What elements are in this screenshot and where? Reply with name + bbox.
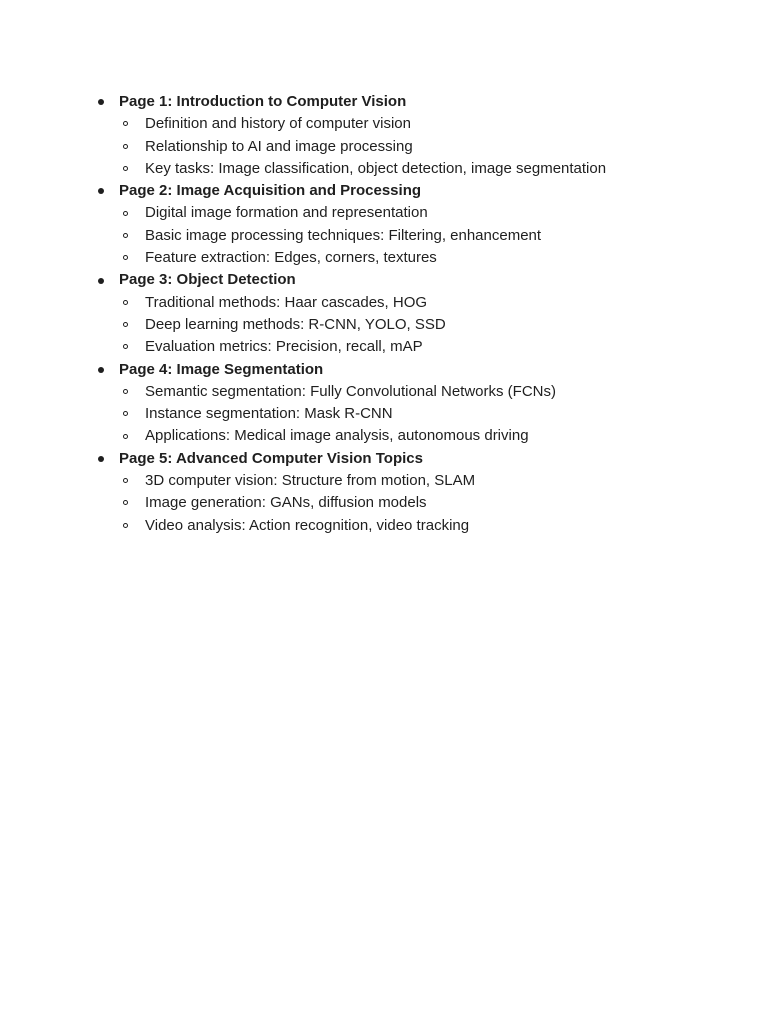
list-item-text: Digital image formation and representation (145, 204, 428, 222)
hollow-bullet-icon (123, 322, 128, 327)
list-item (94, 225, 734, 247)
hollow-bullet-icon (123, 233, 128, 238)
list-item-text: Key tasks: Image classification, object detection, image segmentation (145, 159, 607, 177)
section-heading (94, 91, 734, 113)
list-item-text: Relationship to AI and image processing (145, 137, 413, 155)
filled-bullet-icon (98, 367, 104, 373)
outline-section (94, 269, 734, 358)
list-item (94, 381, 734, 403)
outline-section (94, 180, 734, 269)
section-items (94, 381, 734, 448)
list-item-text: Deep learning methods: R-CNN, YOLO, SSD (145, 315, 446, 333)
list-item-text: Traditional methods: Haar cascades, HOG (145, 293, 428, 311)
hollow-bullet-icon (123, 144, 128, 149)
hollow-bullet-icon (123, 211, 128, 216)
outline-section (94, 359, 734, 448)
filled-bullet-icon (98, 99, 104, 105)
list-item (94, 492, 734, 514)
filled-bullet-icon (98, 278, 104, 284)
section-title: Page 4: Image Segmentation (119, 360, 324, 378)
list-item-text: Semantic segmentation: Fully Convolutional Networks (FCNs) (145, 382, 556, 400)
list-item-text: Video analysis: Action recognition, video tracking (145, 516, 470, 534)
outline-list (94, 91, 734, 537)
list-item-text: Basic image processing techniques: Filtering, enhancement (145, 226, 542, 244)
list-item (94, 113, 734, 135)
list-item (94, 470, 734, 492)
hollow-bullet-icon (123, 166, 128, 171)
section-title: Page 3: Object Detection (119, 271, 296, 289)
section-title: Page 5: Advanced Computer Vision Topics (119, 449, 423, 467)
section-heading (94, 269, 734, 291)
hollow-bullet-icon (123, 478, 128, 483)
hollow-bullet-icon (123, 523, 128, 528)
section-items (94, 292, 734, 359)
section-title: Page 1: Introduction to Computer Vision (119, 93, 407, 110)
section-heading (94, 359, 734, 381)
list-item-text: Definition and history of computer vision (145, 115, 411, 133)
filled-bullet-icon (98, 456, 104, 462)
section-items (94, 202, 734, 269)
section-title: Page 2: Image Acquisition and Processing (119, 182, 422, 200)
list-item (94, 425, 734, 447)
hollow-bullet-icon (123, 434, 128, 439)
list-item-text: Feature extraction: Edges, corners, textures (145, 249, 437, 267)
list-item-text: Instance segmentation: Mask R-CNN (145, 405, 393, 423)
list-item (94, 403, 734, 425)
filled-bullet-icon (98, 188, 104, 194)
list-item (94, 247, 734, 269)
hollow-bullet-icon (123, 300, 128, 305)
list-item-text: Image generation: GANs, diffusion models (145, 494, 427, 512)
hollow-bullet-icon (123, 389, 128, 394)
list-item (94, 136, 734, 158)
section-heading (94, 180, 734, 202)
list-item (94, 158, 734, 180)
list-item-text: Applications: Medical image analysis, autonomous driving (145, 427, 529, 445)
section-heading (94, 448, 734, 470)
section-items (94, 113, 734, 180)
hollow-bullet-icon (123, 500, 128, 505)
hollow-bullet-icon (123, 344, 128, 349)
list-item (94, 202, 734, 224)
list-item (94, 515, 734, 537)
hollow-bullet-icon (123, 255, 128, 260)
list-item-text: 3D computer vision: Structure from motion, SLAM (145, 472, 476, 490)
list-item (94, 336, 734, 358)
list-item (94, 292, 734, 314)
hollow-bullet-icon (123, 411, 128, 416)
outline-section (94, 91, 734, 180)
list-item-text: Evaluation metrics: Precision, recall, mAP (145, 338, 423, 356)
section-items (94, 470, 734, 537)
outline-section (94, 448, 734, 537)
hollow-bullet-icon (123, 121, 128, 126)
list-item (94, 314, 734, 336)
